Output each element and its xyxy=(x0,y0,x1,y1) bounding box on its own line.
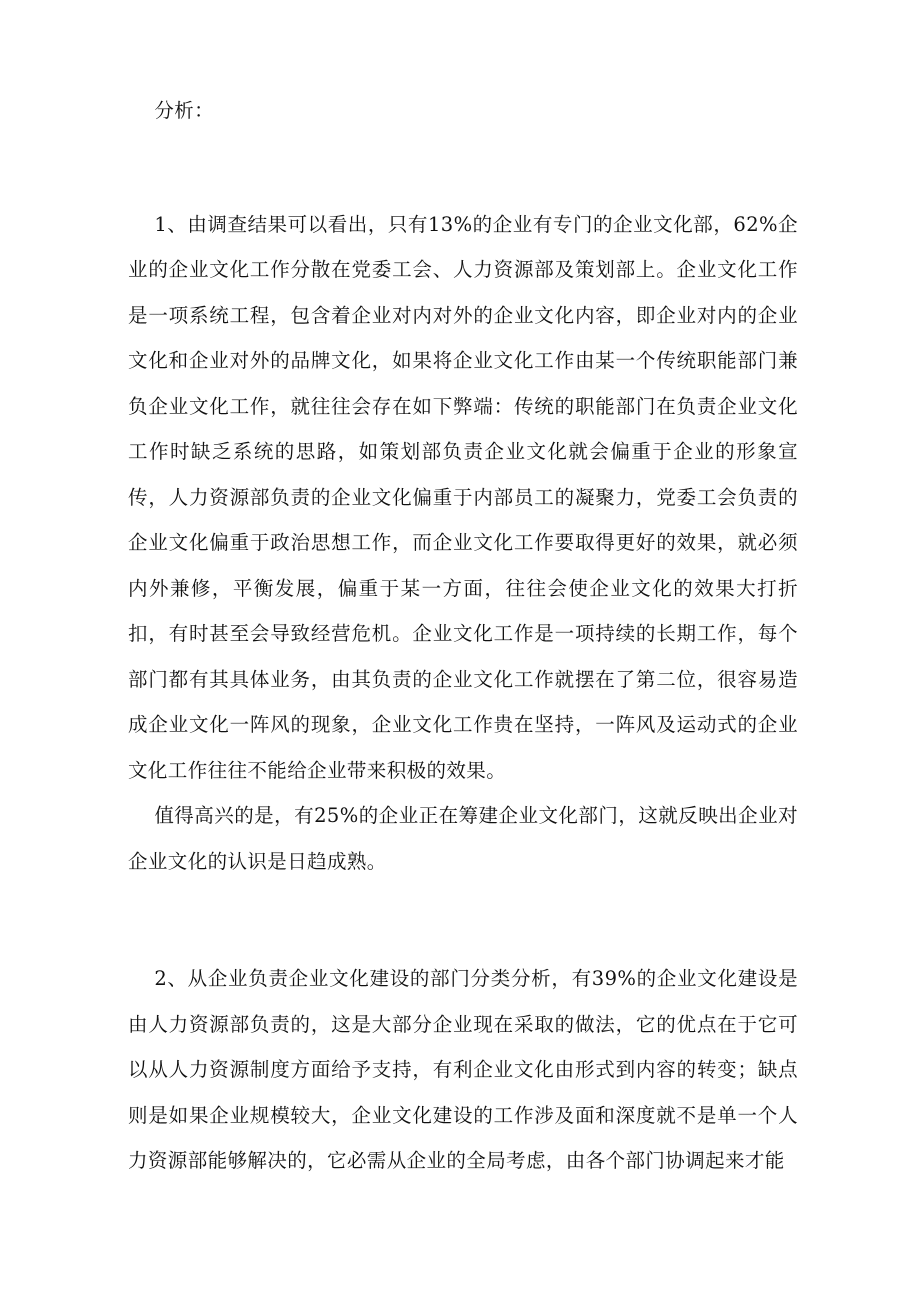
paragraph-1: 1、由调查结果可以看出，只有13%的企业有专门的企业文化部，62%企业的企业文化工作分散在党委工会、人力资源部及策划部上。企业文化工作是一项系统工程，包含着企业对内对外的企业文化内容，即企业对内的企业文化和企业对外的品牌文化，如果将企业文化工作由某一个传统职能部门兼负企业文化工作，就往往会存在如下弊端：传统的职能部门在负责企业文化工作时缺乏系统的思路，如策划部负责企业文化就会偏重于企业的形象宣传，人力资源部负责的企业文化偏重于内部员工的凝聚力，党委工会负责的企业文化偏重于政治思想工作，而企业文化工作要取得更好的效果，就必须内外兼修，平衡发展，偏重于某一方面，往往会使企业文化的效果大打折扣，有时甚至会导致经营危机。企业文化工作是一项持续的长期工作，每个部门都有其具体业务，由其负责的企业文化工作就摆在了第二位，很容易造成企业文化一阵风的现象，企业文化工作贵在坚持，一阵风及运动式的企业文化工作往往不能给企业带来积极的效果。 xyxy=(128,212,798,782)
document-page xyxy=(128,88,798,1184)
paragraph-2: 值得高兴的是，有25%的企业正在筹建企业文化部门，这就反映出企业对企业文化的认识是日趋成熟。 xyxy=(128,804,798,873)
spacer xyxy=(128,884,798,956)
section-heading: 分析： xyxy=(154,99,215,122)
spacer xyxy=(128,134,798,202)
paragraph-3: 2、从企业负责企业文化建设的部门分类分析，有39%的企业文化建设是由人力资源部负责的，这是大部分企业现在采取的做法，它的优点在于它可以从人力资源制度方面给予支持，有利企业文化由形式到内容的转变；缺点则是如果企业规模较大，企业文化建设的工作涉及面和深度就不是单一个人力资源部能够解决的，它必需从企业的全局考虑，由各个部门协调起来才能 xyxy=(128,967,798,1172)
